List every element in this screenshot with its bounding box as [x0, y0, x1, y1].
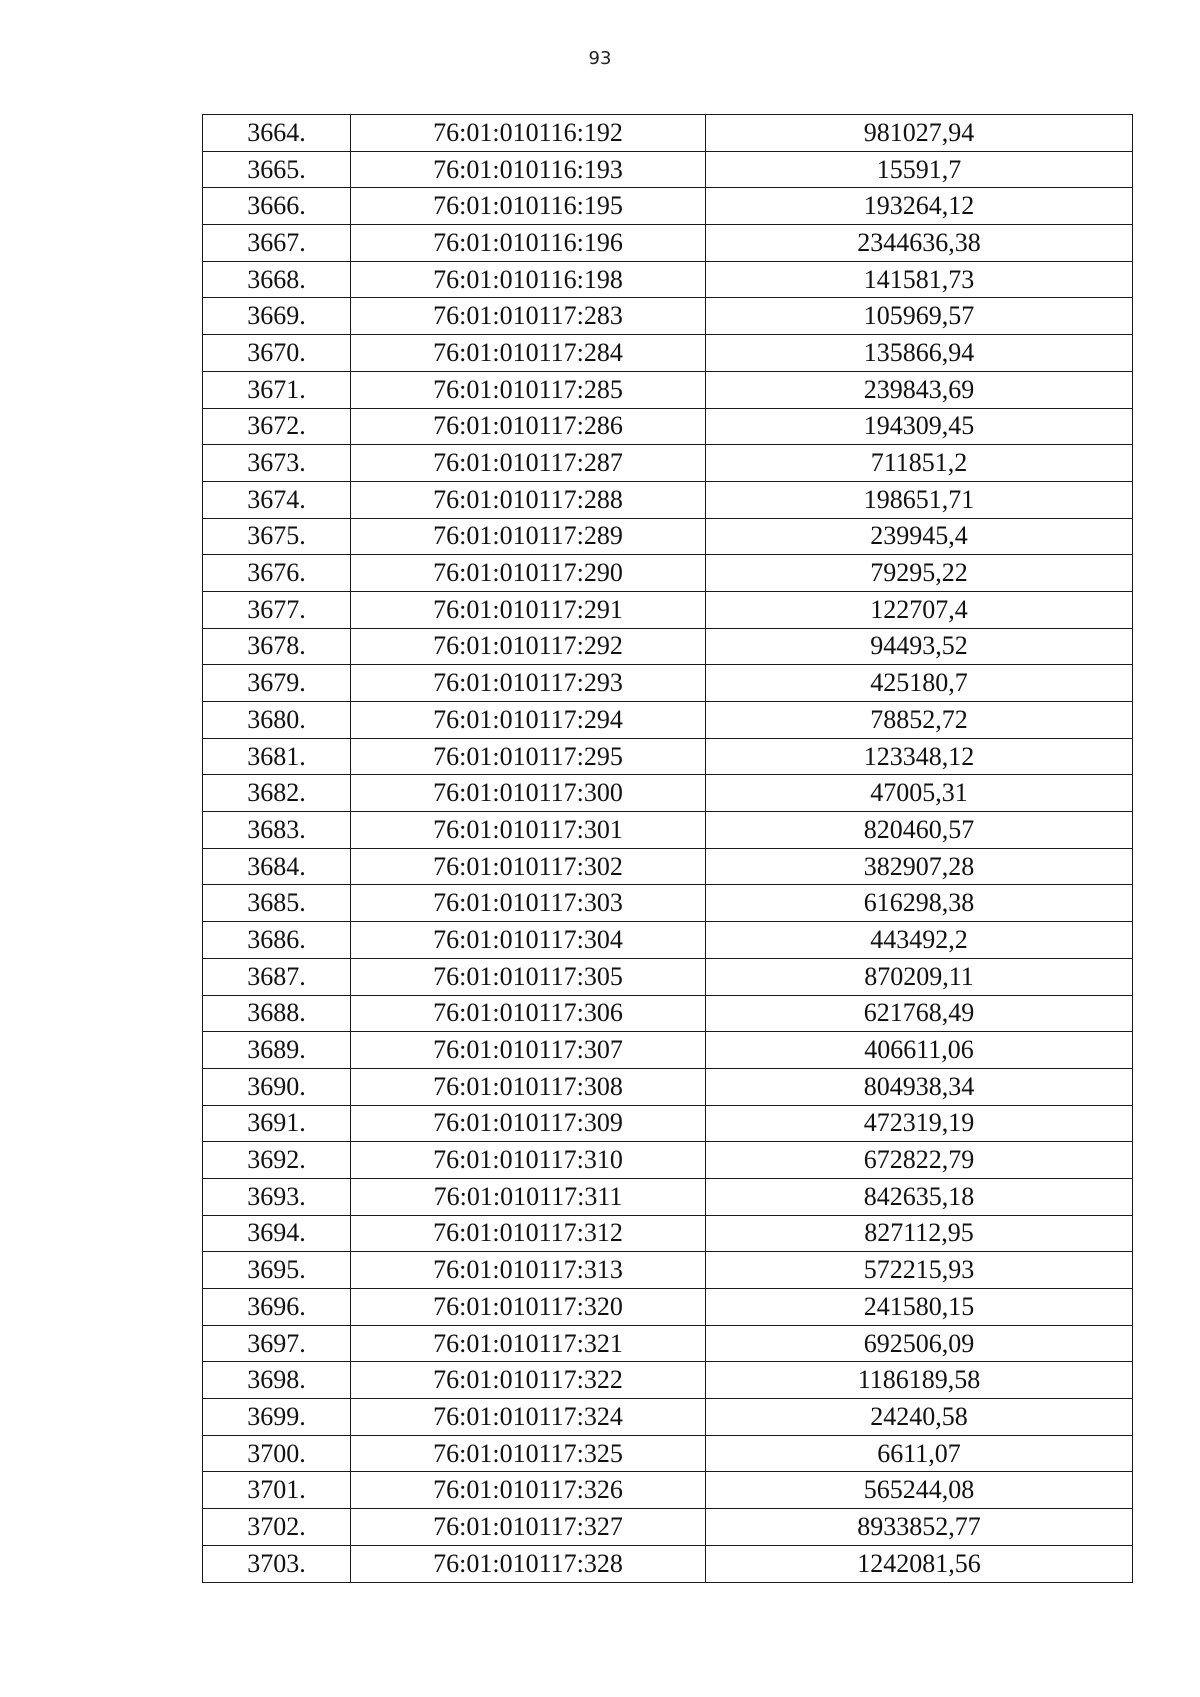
cadastral-number-cell: 76:01:010117:292: [351, 628, 706, 665]
table-row: [203, 225, 1133, 262]
row-number-cell: 3695.: [203, 1252, 351, 1289]
cadastral-value-cell: 804938,34: [706, 1068, 1133, 1105]
table-row: [203, 922, 1133, 959]
cadastral-number-cell: 76:01:010117:313: [351, 1252, 706, 1289]
table-row: [203, 1068, 1133, 1105]
cadastral-number-cell: 76:01:010117:289: [351, 518, 706, 555]
table-row: [203, 481, 1133, 518]
cadastral-number-cell: 76:01:010117:300: [351, 775, 706, 812]
cadastral-value-cell: 47005,31: [706, 775, 1133, 812]
cadastral-number-cell: 76:01:010117:320: [351, 1289, 706, 1326]
row-number-cell: 3690.: [203, 1068, 351, 1105]
cadastral-value-cell: 94493,52: [706, 628, 1133, 665]
table-row: [203, 518, 1133, 555]
table-row: [203, 995, 1133, 1032]
cadastral-value-cell: 616298,38: [706, 885, 1133, 922]
table-row: [203, 702, 1133, 739]
row-number-cell: 3665.: [203, 151, 351, 188]
cadastral-value-cell: 827112,95: [706, 1215, 1133, 1252]
cadastral-value-cell: 382907,28: [706, 848, 1133, 885]
cadastral-number-cell: 76:01:010116:193: [351, 151, 706, 188]
cadastral-value-cell: 870209,11: [706, 958, 1133, 995]
cadastral-value-cell: 239843,69: [706, 371, 1133, 408]
cadastral-number-cell: 76:01:010117:287: [351, 445, 706, 482]
row-number-cell: 3681.: [203, 738, 351, 775]
cadastral-number-cell: 76:01:010117:304: [351, 922, 706, 959]
table-row: [203, 1509, 1133, 1546]
table-row: [203, 1252, 1133, 1289]
cadastral-value-cell: 406611,06: [706, 1032, 1133, 1069]
row-number-cell: 3684.: [203, 848, 351, 885]
table-row: [203, 335, 1133, 372]
row-number-cell: 3667.: [203, 225, 351, 262]
table-row: [203, 885, 1133, 922]
cadastral-value-cell: 194309,45: [706, 408, 1133, 445]
cadastral-value-cell: 198651,71: [706, 481, 1133, 518]
cadastral-number-cell: 76:01:010117:286: [351, 408, 706, 445]
cadastral-number-cell: 76:01:010117:307: [351, 1032, 706, 1069]
cadastral-value-cell: 122707,4: [706, 591, 1133, 628]
row-number-cell: 3694.: [203, 1215, 351, 1252]
cadastral-number-cell: 76:01:010117:288: [351, 481, 706, 518]
table-row: [203, 261, 1133, 298]
row-number-cell: 3668.: [203, 261, 351, 298]
row-number-cell: 3682.: [203, 775, 351, 812]
row-number-cell: 3666.: [203, 188, 351, 225]
cadastral-value-cell: 820460,57: [706, 812, 1133, 849]
cadastral-value-cell: 6611,07: [706, 1435, 1133, 1472]
row-number-cell: 3702.: [203, 1509, 351, 1546]
cadastral-number-cell: 76:01:010117:326: [351, 1472, 706, 1509]
cadastral-number-cell: 76:01:010117:303: [351, 885, 706, 922]
table-row: [203, 1105, 1133, 1142]
cadastral-number-cell: 76:01:010116:195: [351, 188, 706, 225]
row-number-cell: 3700.: [203, 1435, 351, 1472]
table-row: [203, 1362, 1133, 1399]
table-row: [203, 408, 1133, 445]
cadastral-number-cell: 76:01:010117:283: [351, 298, 706, 335]
cadastral-value-cell: 443492,2: [706, 922, 1133, 959]
cadastral-number-cell: 76:01:010117:328: [351, 1545, 706, 1582]
cadastral-value-cell: 711851,2: [706, 445, 1133, 482]
cadastral-value-cell: 78852,72: [706, 702, 1133, 739]
cadastral-value-cell: 79295,22: [706, 555, 1133, 592]
table-row: [203, 1215, 1133, 1252]
table-row: [203, 591, 1133, 628]
table-body: [203, 115, 1133, 1583]
row-number-cell: 3693.: [203, 1178, 351, 1215]
table-row: [203, 1472, 1133, 1509]
cadastral-value-cell: 8933852,77: [706, 1509, 1133, 1546]
table-row: [203, 848, 1133, 885]
row-number-cell: 3699.: [203, 1399, 351, 1436]
cadastral-number-cell: 76:01:010117:284: [351, 335, 706, 372]
cadastral-value-cell: 565244,08: [706, 1472, 1133, 1509]
table-row: [203, 298, 1133, 335]
cadastral-value-cell: 472319,19: [706, 1105, 1133, 1142]
table-row: [203, 1142, 1133, 1179]
table-row: [203, 1399, 1133, 1436]
table-row: [203, 738, 1133, 775]
cadastral-number-cell: 76:01:010116:192: [351, 115, 706, 152]
cadastral-number-cell: 76:01:010116:196: [351, 225, 706, 262]
cadastral-value-cell: 425180,7: [706, 665, 1133, 702]
row-number-cell: 3671.: [203, 371, 351, 408]
cadastral-value-cell: 135866,94: [706, 335, 1133, 372]
row-number-cell: 3679.: [203, 665, 351, 702]
cadastral-value-cell: 15591,7: [706, 151, 1133, 188]
cadastral-value-cell: 842635,18: [706, 1178, 1133, 1215]
row-number-cell: 3664.: [203, 115, 351, 152]
cadastral-value-cell: 2344636,38: [706, 225, 1133, 262]
cadastral-number-cell: 76:01:010117:301: [351, 812, 706, 849]
row-number-cell: 3691.: [203, 1105, 351, 1142]
table-row: [203, 555, 1133, 592]
table-row: [203, 1178, 1133, 1215]
row-number-cell: 3697.: [203, 1325, 351, 1362]
cadastral-number-cell: 76:01:010117:322: [351, 1362, 706, 1399]
cadastral-number-cell: 76:01:010117:327: [351, 1509, 706, 1546]
row-number-cell: 3696.: [203, 1289, 351, 1326]
row-number-cell: 3703.: [203, 1545, 351, 1582]
cadastral-value-cell: 241580,15: [706, 1289, 1133, 1326]
row-number-cell: 3701.: [203, 1472, 351, 1509]
cadastral-number-cell: 76:01:010117:294: [351, 702, 706, 739]
row-number-cell: 3669.: [203, 298, 351, 335]
table-row: [203, 371, 1133, 408]
table-row: [203, 445, 1133, 482]
cadastral-value-cell: 672822,79: [706, 1142, 1133, 1179]
row-number-cell: 3673.: [203, 445, 351, 482]
table-row: [203, 1545, 1133, 1582]
cadastral-number-cell: 76:01:010117:291: [351, 591, 706, 628]
table-row: [203, 1325, 1133, 1362]
row-number-cell: 3670.: [203, 335, 351, 372]
cadastral-value-cell: 239945,4: [706, 518, 1133, 555]
cadastral-value-cell: 572215,93: [706, 1252, 1133, 1289]
cadastral-number-cell: 76:01:010117:309: [351, 1105, 706, 1142]
row-number-cell: 3686.: [203, 922, 351, 959]
row-number-cell: 3675.: [203, 518, 351, 555]
cadastral-number-cell: 76:01:010117:308: [351, 1068, 706, 1105]
cadastral-value-cell: 981027,94: [706, 115, 1133, 152]
cadastral-number-cell: 76:01:010117:312: [351, 1215, 706, 1252]
table-row: [203, 1032, 1133, 1069]
row-number-cell: 3692.: [203, 1142, 351, 1179]
cadastral-value-cell: 24240,58: [706, 1399, 1133, 1436]
table-row: [203, 812, 1133, 849]
cadastral-number-cell: 76:01:010117:295: [351, 738, 706, 775]
cadastral-number-cell: 76:01:010117:310: [351, 1142, 706, 1179]
cadastral-value-cell: 105969,57: [706, 298, 1133, 335]
row-number-cell: 3685.: [203, 885, 351, 922]
cadastral-value-cell: 141581,73: [706, 261, 1133, 298]
cadastral-number-cell: 76:01:010117:325: [351, 1435, 706, 1472]
row-number-cell: 3677.: [203, 591, 351, 628]
table-row: [203, 665, 1133, 702]
row-number-cell: 3672.: [203, 408, 351, 445]
page-number: 93: [588, 48, 612, 69]
cadastral-number-cell: 76:01:010117:324: [351, 1399, 706, 1436]
cadastral-value-cell: 621768,49: [706, 995, 1133, 1032]
cadastral-number-cell: 76:01:010117:311: [351, 1178, 706, 1215]
table-row: [203, 151, 1133, 188]
row-number-cell: 3688.: [203, 995, 351, 1032]
cadastral-number-cell: 76:01:010117:285: [351, 371, 706, 408]
cadastral-value-cell: 123348,12: [706, 738, 1133, 775]
table-row: [203, 188, 1133, 225]
table-row: [203, 1435, 1133, 1472]
row-number-cell: 3678.: [203, 628, 351, 665]
table-row: [203, 115, 1133, 152]
row-number-cell: 3676.: [203, 555, 351, 592]
row-number-cell: 3680.: [203, 702, 351, 739]
row-number-cell: 3674.: [203, 481, 351, 518]
cadastral-number-cell: 76:01:010117:305: [351, 958, 706, 995]
table-row: [203, 958, 1133, 995]
row-number-cell: 3687.: [203, 958, 351, 995]
row-number-cell: 3689.: [203, 1032, 351, 1069]
row-number-cell: 3683.: [203, 812, 351, 849]
table-row: [203, 628, 1133, 665]
cadastral-number-cell: 76:01:010117:306: [351, 995, 706, 1032]
cadastral-number-cell: 76:01:010116:198: [351, 261, 706, 298]
cadastral-value-cell: 193264,12: [706, 188, 1133, 225]
cadastral-value-cell: 1242081,56: [706, 1545, 1133, 1582]
cadastral-number-cell: 76:01:010117:302: [351, 848, 706, 885]
row-number-cell: 3698.: [203, 1362, 351, 1399]
table-row: [203, 775, 1133, 812]
cadastral-value-cell: 1186189,58: [706, 1362, 1133, 1399]
cadastral-number-cell: 76:01:010117:321: [351, 1325, 706, 1362]
cadastral-number-cell: 76:01:010117:293: [351, 665, 706, 702]
cadastral-number-cell: 76:01:010117:290: [351, 555, 706, 592]
cadastral-value-table: [202, 114, 1133, 1583]
table-row: [203, 1289, 1133, 1326]
cadastral-value-cell: 692506,09: [706, 1325, 1133, 1362]
